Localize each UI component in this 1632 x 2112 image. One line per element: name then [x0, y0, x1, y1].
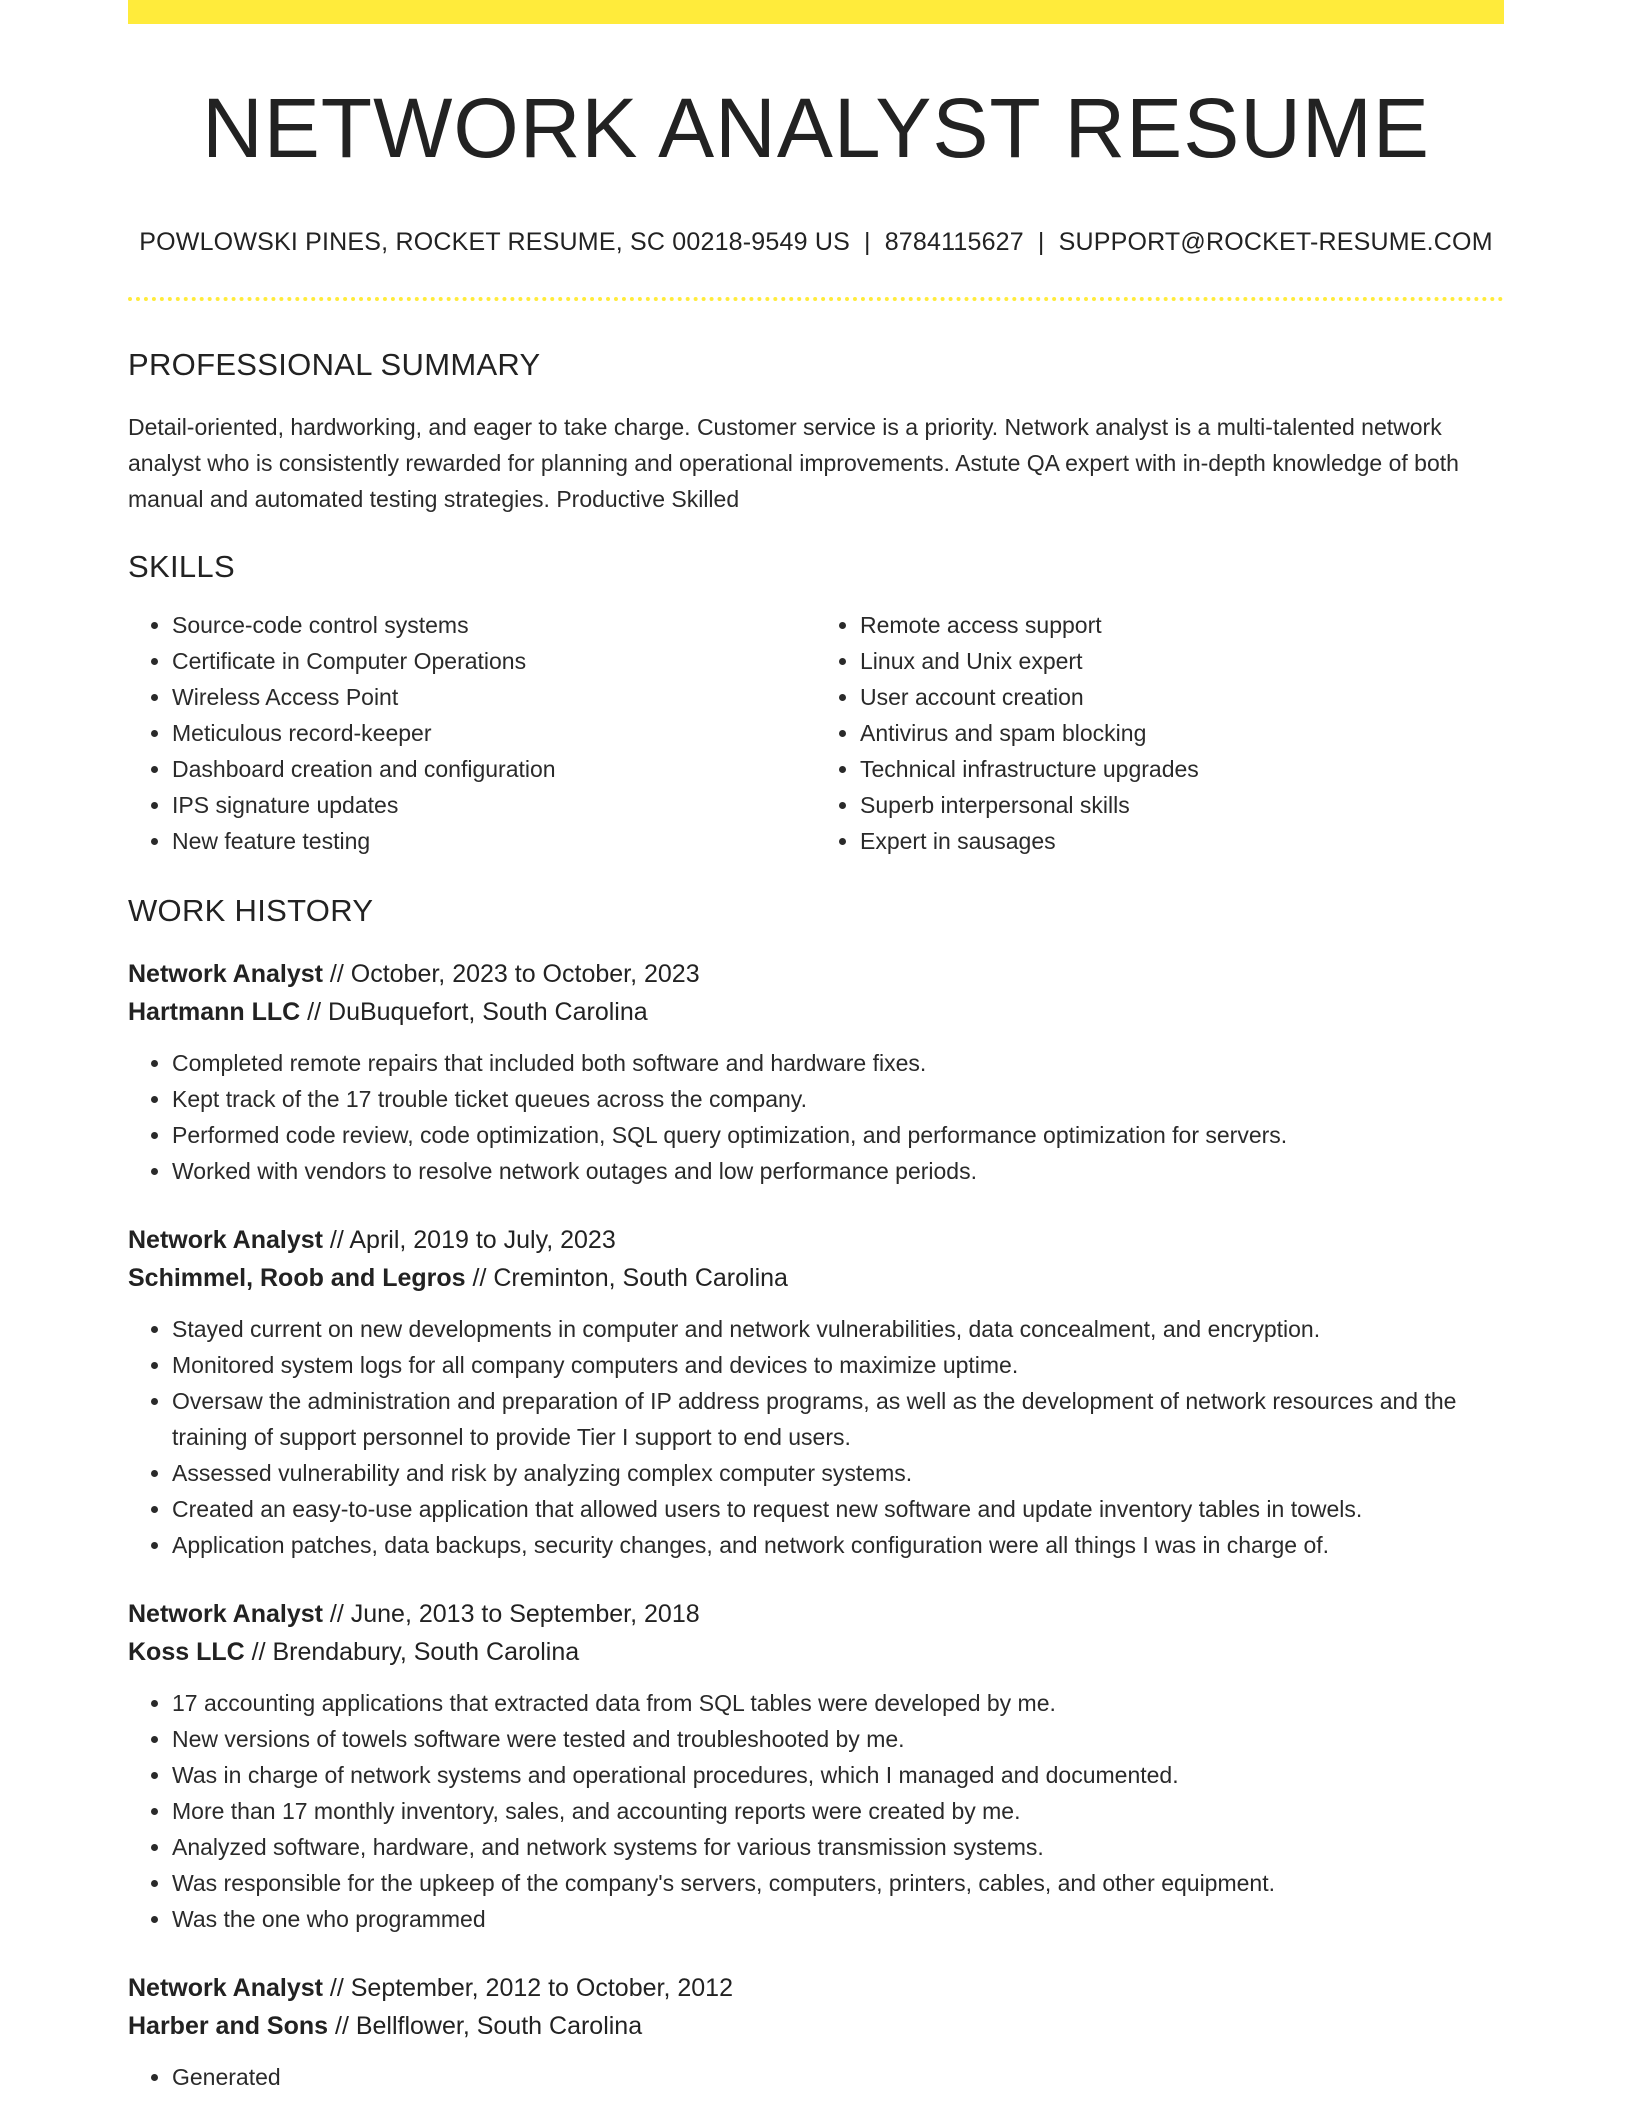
accent-top-bar [128, 0, 1504, 24]
job-bullet: • More than 17 monthly inventory, sales, and accounting reports were created by me. [172, 1793, 1504, 1829]
job-company: Hartmann LLC [128, 998, 301, 1027]
contact-phone: 8784115627 [884, 228, 1024, 257]
job-bullet-list [128, 1685, 1504, 1937]
summary-text: Detail-oriented, hardworking, and eager to take charge. Customer service is a priority. Network analyst is a multi-talented network analyst who is consistently rewarded for planning and operational improvements. Astute QA expert with in-depth knowledge of both manual and automated testing strategies. Productive Skilled [128, 414, 1459, 513]
skill-item: • User account creation [860, 679, 1504, 715]
job-company-line [128, 993, 1504, 1031]
job-company-line [128, 1633, 1504, 1671]
job-bullet: • Performed code review, code optimization, SQL query optimization, and performance optimization for servers. [172, 1117, 1504, 1153]
job-bullet-list [128, 1311, 1504, 1563]
skill-item: • Linux and Unix expert [860, 643, 1504, 679]
job-bullet: • Was responsible for the upkeep of the company's servers, computers, printers, cables, and other equipment. [172, 1865, 1504, 1901]
contact-email: SUPPORT@ROCKET-RESUME.COM [1058, 228, 1493, 257]
job-bullet: • Was in charge of network systems and operational procedures, which I managed and documented. [172, 1757, 1504, 1793]
job-bullet: • Analyzed software, hardware, and network systems for various transmission systems. [172, 1829, 1504, 1865]
skill-item: • Dashboard creation and configuration [172, 751, 816, 787]
job-location: // DuBuquefort, South Carolina [300, 998, 648, 1027]
resume-page [128, 0, 1504, 2095]
job-title-line [128, 1221, 1504, 1259]
skills-list-left [128, 607, 816, 859]
job-entry [128, 1595, 1504, 1937]
job-bullet: • Monitored system logs for all company computers and devices to maximize uptime. [172, 1347, 1504, 1383]
job-bullet: • Created an easy-to-use application that allowed users to request new software and update inventory tables in towels. [172, 1491, 1504, 1527]
skills-list-right [816, 607, 1504, 859]
job-company: Harber and Sons [128, 2012, 329, 2041]
job-company: Koss LLC [128, 1638, 245, 1667]
skill-item: • Source-code control systems [172, 607, 816, 643]
skill-item: • Antivirus and spam blocking [860, 715, 1504, 751]
work-history-list [128, 955, 1504, 2095]
job-bullet: • Worked with vendors to resolve network outages and low performance periods. [172, 1153, 1504, 1189]
resume-title: NETWORK ANALYST RESUME [202, 81, 1430, 175]
dotted-divider [128, 297, 1504, 301]
job-bullet-list [128, 1045, 1504, 1189]
skill-item: • Wireless Access Point [172, 679, 816, 715]
skill-item: • Certificate in Computer Operations [172, 643, 816, 679]
job-title-line [128, 1969, 1504, 2007]
job-location: // Bellflower, South Carolina [328, 2012, 643, 2041]
skill-item: • Technical infrastructure upgrades [860, 751, 1504, 787]
job-dates: // September, 2012 to October, 2012 [322, 1974, 733, 2003]
job-bullet: • New versions of towels software were tested and troubleshooted by me. [172, 1721, 1504, 1757]
job-title: Network Analyst [128, 960, 323, 989]
skill-item: • Meticulous record-keeper [172, 715, 816, 751]
job-bullet: • Completed remote repairs that included both software and hardware fixes. [172, 1045, 1504, 1081]
skill-item: • Remote access support [860, 607, 1504, 643]
job-title-line [128, 1595, 1504, 1633]
skill-item: • Superb interpersonal skills [860, 787, 1504, 823]
job-dates: // October, 2023 to October, 2023 [322, 960, 700, 989]
job-dates: // June, 2013 to September, 2018 [322, 1600, 700, 1629]
job-company: Schimmel, Roob and Legros [128, 1264, 466, 1293]
job-bullet: • Application patches, data backups, security changes, and network configuration were all things I was in charge of. [172, 1527, 1504, 1563]
skill-item: • IPS signature updates [172, 787, 816, 823]
job-title: Network Analyst [128, 1974, 323, 2003]
skill-item: • Expert in sausages [860, 823, 1504, 859]
job-title-line [128, 955, 1504, 993]
job-bullet: • Kept track of the 17 trouble ticket queues across the company. [172, 1081, 1504, 1117]
job-bullet: • Stayed current on new developments in computer and network vulnerabilities, data concealment, and encryption. [172, 1311, 1504, 1347]
job-location: // Creminton, South Carolina [465, 1264, 788, 1293]
contact-separator: | [864, 228, 871, 257]
job-bullet: • Oversaw the administration and preparation of IP address programs, as well as the development of network resources and the training of support personnel to provide Tier I support to end users. [172, 1383, 1504, 1455]
contact-address: POWLOWSKI PINES, ROCKET RESUME, SC 00218-9549 US [139, 228, 850, 257]
job-bullet-list [128, 2059, 1504, 2095]
section-heading-summary: PROFESSIONAL SUMMARY [128, 347, 541, 383]
job-location: // Brendabury, South Carolina [244, 1638, 580, 1667]
job-entry [128, 955, 1504, 1189]
contact-separator: | [1037, 228, 1045, 257]
job-bullet: • 17 accounting applications that extracted data from SQL tables were developed by me. [172, 1685, 1504, 1721]
job-entry [128, 1969, 1504, 2095]
job-entry [128, 1221, 1504, 1563]
job-bullet: • Was the one who programmed [172, 1901, 1504, 1937]
job-bullet: • Generated [172, 2059, 1504, 2095]
section-heading-skills: SKILLS [128, 549, 235, 585]
job-title: Network Analyst [128, 1600, 323, 1629]
section-heading-work-history: WORK HISTORY [128, 893, 374, 929]
job-company-line [128, 1259, 1504, 1297]
job-company-line [128, 2007, 1504, 2045]
job-dates: // April, 2019 to July, 2023 [322, 1226, 616, 1255]
skill-item: • New feature testing [172, 823, 816, 859]
job-bullet: • Assessed vulnerability and risk by analyzing complex computer systems. [172, 1455, 1504, 1491]
job-title: Network Analyst [128, 1226, 323, 1255]
skills-grid [128, 607, 1504, 859]
contact-line [128, 228, 1504, 257]
